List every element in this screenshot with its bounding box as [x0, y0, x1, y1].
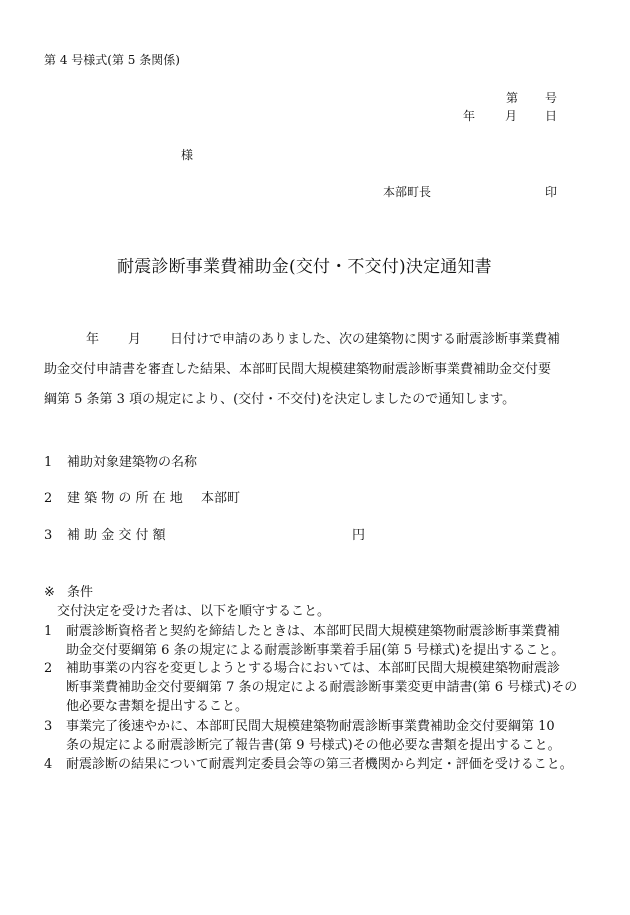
document-title: 耐震診断事業費補助金(交付・不交付)決定通知書: [117, 257, 492, 277]
date-month-label: 月: [505, 109, 518, 123]
form-label: 第 4 号様式(第 5 条関係): [44, 53, 180, 67]
condition-2-number: 2: [44, 661, 53, 676]
body-year-label: 年: [86, 332, 100, 347]
seal-mark: 印: [545, 185, 558, 199]
condition-1-number: 1: [44, 624, 53, 639]
item-1-label: 補助対象建築物の名称: [67, 455, 198, 470]
item-3-value: 円: [352, 528, 366, 543]
date-day-label: 日: [545, 109, 558, 123]
conditions-intro: 交付決定を受けた者は、以下を順守すること。: [57, 604, 331, 619]
date-year-label: 年: [463, 109, 476, 123]
body-line-1-text: 日付けで申請のありました、次の建築物に関する耐震診断事業費補: [170, 332, 561, 347]
condition-2-line-1: 補助事業の内容を変更しようとする場合においては、本部町民間大規模建築物耐震診: [66, 661, 561, 676]
item-1-number: 1: [44, 455, 53, 470]
condition-3-line-2: 条の規定による耐震診断完了報告書(第 9 号様式)その他必要な書類を提出すること。: [66, 738, 561, 753]
condition-3-number: 3: [44, 719, 53, 734]
condition-3-line-1: 事業完了後速やかに、本部町民間大規模建築物耐震診断事業費補助金交付要綱第 10: [66, 719, 555, 734]
issuer-name: 本部町長: [383, 185, 432, 199]
item-2-number: 2: [44, 491, 53, 506]
item-2-value: 本部町: [201, 491, 241, 506]
condition-4-line-1: 耐震診断の結果について耐震判定委員会等の第三者機関から判定・評価を受けること。: [66, 757, 573, 772]
condition-2-line-2: 断事業費補助金交付要綱第 7 条の規定による耐震診断事業変更申請書(第 6 号様式)その: [66, 680, 578, 695]
conditions-heading: 条件: [67, 585, 94, 600]
item-2-label: 建 築 物 の 所 在 地: [67, 491, 183, 506]
recipient-suffix: 様: [181, 148, 194, 162]
condition-1-line-2: 助金交付要綱第 6 条の規定による耐震診断事業着手届(第 5 号様式)を提出すること。: [66, 643, 565, 658]
condition-1-line-1: 耐震診断資格者と契約を締結したときは、本部町民間大規模建築物耐震診断事業費補: [66, 624, 561, 639]
condition-2-line-3: 他必要な書類を提出すること。: [66, 699, 249, 714]
item-3-number: 3: [44, 528, 53, 543]
body-month-label: 月: [128, 332, 142, 347]
number-dai-label: 第: [506, 91, 519, 105]
body-line-2: 助金交付申請書を審査した結果、本部町民間大規模建築物耐震診断事業費補助金交付要: [44, 362, 552, 377]
number-go-label: 号: [545, 91, 558, 105]
condition-4-number: 4: [44, 757, 53, 772]
conditions-mark: ※: [44, 585, 55, 600]
item-3-label: 補 助 金 交 付 額: [67, 528, 166, 543]
body-line-3: 綱第 5 条第 3 項の規定により、(交付・不交付)を決定しましたので通知します。: [44, 392, 516, 407]
body-line-1: [86, 332, 560, 347]
